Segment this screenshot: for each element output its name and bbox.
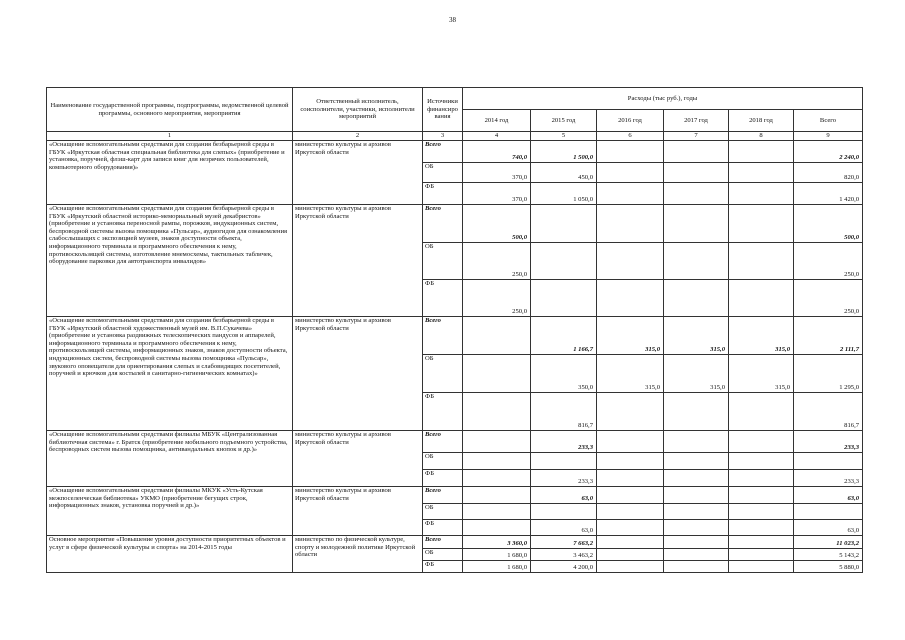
amount-cell — [794, 453, 863, 470]
amount-cell — [463, 470, 531, 487]
amount-cell: 233,3 — [531, 470, 597, 487]
measure-name: «Оснащение вспомогательными средствами для создания безбарьерной среды в ГБУК «Иркутский областной историко-мемориальный музей декабристов» (приобретение и установка переносной рампы, порожков, индукционных систем, беспроводной системы вызова помощника «Пульсар», аудиогидов для ознакомления слабослышащих с экспозицией музеев, знаков доступности объекта, информационного терминала и программного обеспечения к нему, противоскользящей системы, изготовление мнемосхемы, тактильных табличек, оборудование парковки для автотранспорта инвалидов» — [47, 205, 293, 317]
table-row — [47, 141, 863, 163]
amount-cell — [729, 183, 794, 205]
amount-cell — [597, 243, 664, 280]
funding-source: Всего — [423, 205, 463, 243]
executor-name: министерство по физической культуре, спорту и молодежной политике Иркутской области — [293, 536, 423, 573]
amount-cell: 5 143,2 — [794, 549, 863, 561]
amount-cell: 500,0 — [794, 205, 863, 243]
measure-name: Основное мероприятие «Повышение уровня доступности приоритетных объектов и услуг в сфере физической культуры и спорта» на 2014-2015 годы — [47, 536, 293, 573]
header-name: Наименование государственной программы, подпрограммы, ведомственной целевой программы, основного мероприятия, мероприятия — [47, 88, 293, 132]
executor-name: министерство культуры и архивов Иркутской области — [293, 487, 423, 536]
amount-cell: 11 023,2 — [794, 536, 863, 549]
amount-cell — [664, 549, 729, 561]
amount-cell — [463, 393, 531, 431]
header-expenses: Расходы (тыс руб.), годы — [463, 88, 863, 110]
funding-source: Всего — [423, 317, 463, 355]
amount-cell — [597, 470, 664, 487]
amount-cell: 3 360,0 — [463, 536, 531, 549]
amount-cell: 370,0 — [463, 183, 531, 205]
funding-source: Всего — [423, 536, 463, 549]
year-2017: 2017 год — [664, 110, 729, 132]
amount-cell — [463, 504, 531, 520]
amount-cell — [729, 280, 794, 317]
amount-cell — [597, 549, 664, 561]
table-row — [47, 431, 863, 453]
amount-cell — [597, 504, 664, 520]
amount-cell — [664, 243, 729, 280]
year-2018: 2018 год — [729, 110, 794, 132]
amount-cell — [664, 453, 729, 470]
amount-cell — [729, 205, 794, 243]
funding-source: ФБ — [423, 520, 463, 536]
amount-cell: 7 663,2 — [531, 536, 597, 549]
amount-cell — [729, 243, 794, 280]
funding-source: Всего — [423, 431, 463, 453]
amount-cell — [531, 205, 597, 243]
amount-cell — [597, 487, 664, 504]
amount-cell: 370,0 — [463, 163, 531, 183]
header-executor: Ответственный исполнитель, соисполнители, участники, исполнители мероприятий — [293, 88, 423, 132]
amount-cell: 450,0 — [531, 163, 597, 183]
amount-cell: 63,0 — [794, 487, 863, 504]
amount-cell: 315,0 — [729, 355, 794, 393]
funding-source: ОБ — [423, 355, 463, 393]
amount-cell: 1 295,0 — [794, 355, 863, 393]
amount-cell — [597, 205, 664, 243]
amount-cell: 1 680,0 — [463, 549, 531, 561]
amount-cell — [664, 163, 729, 183]
table-row — [47, 317, 863, 355]
amount-cell: 2 111,7 — [794, 317, 863, 355]
amount-cell — [664, 141, 729, 163]
amount-cell: 250,0 — [794, 280, 863, 317]
funding-source: ФБ — [423, 280, 463, 317]
col-index: 6 — [597, 132, 664, 141]
amount-cell — [531, 453, 597, 470]
col-index: 3 — [423, 132, 463, 141]
amount-cell — [664, 561, 729, 573]
amount-cell: 1 680,0 — [463, 561, 531, 573]
amount-cell: 250,0 — [794, 243, 863, 280]
funding-source: ОБ — [423, 163, 463, 183]
amount-cell: 816,7 — [531, 393, 597, 431]
amount-cell: 5 880,0 — [794, 561, 863, 573]
amount-cell — [597, 520, 664, 536]
amount-cell — [463, 317, 531, 355]
year-2015: 2015 год — [531, 110, 597, 132]
amount-cell — [729, 504, 794, 520]
amount-cell — [729, 470, 794, 487]
amount-cell — [729, 431, 794, 453]
amount-cell — [531, 504, 597, 520]
amount-cell — [729, 549, 794, 561]
amount-cell — [664, 487, 729, 504]
expenses-table — [46, 87, 863, 573]
funding-source: ФБ — [423, 470, 463, 487]
amount-cell — [531, 280, 597, 317]
amount-cell: 233,3 — [794, 431, 863, 453]
col-index: 8 — [729, 132, 794, 141]
executor-name: министерство культуры и архивов Иркутской области — [293, 431, 423, 487]
amount-cell — [597, 431, 664, 453]
amount-cell — [729, 453, 794, 470]
executor-name: министерство культуры и архивов Иркутской области — [293, 141, 423, 205]
amount-cell: 1 420,0 — [794, 183, 863, 205]
year-2016: 2016 год — [597, 110, 664, 132]
amount-cell: 250,0 — [463, 243, 531, 280]
amount-cell — [729, 393, 794, 431]
amount-cell: 740,0 — [463, 141, 531, 163]
col-index: 7 — [664, 132, 729, 141]
funding-source: ОБ — [423, 549, 463, 561]
amount-cell: 1 500,0 — [531, 141, 597, 163]
amount-cell — [729, 487, 794, 504]
amount-cell: 2 240,0 — [794, 141, 863, 163]
funding-source: ФБ — [423, 183, 463, 205]
year-total: Всего — [794, 110, 863, 132]
amount-cell: 816,7 — [794, 393, 863, 431]
amount-cell: 4 200,0 — [531, 561, 597, 573]
table-row — [47, 536, 863, 549]
amount-cell — [463, 355, 531, 393]
amount-cell: 1 050,0 — [531, 183, 597, 205]
amount-cell: 63,0 — [531, 487, 597, 504]
amount-cell: 315,0 — [597, 317, 664, 355]
amount-cell: 315,0 — [664, 355, 729, 393]
executor-name: министерство культуры и архивов Иркутской области — [293, 205, 423, 317]
amount-cell — [597, 183, 664, 205]
amount-cell: 233,3 — [531, 431, 597, 453]
funding-source: ФБ — [423, 393, 463, 431]
amount-cell — [729, 561, 794, 573]
header-source: Источники финансиро вания — [423, 88, 463, 132]
amount-cell — [664, 205, 729, 243]
amount-cell: 63,0 — [531, 520, 597, 536]
amount-cell — [664, 504, 729, 520]
amount-cell: 63,0 — [794, 520, 863, 536]
col-index: 4 — [463, 132, 531, 141]
amount-cell: 250,0 — [463, 280, 531, 317]
col-index: 5 — [531, 132, 597, 141]
amount-cell: 315,0 — [597, 355, 664, 393]
amount-cell — [463, 453, 531, 470]
amount-cell — [729, 536, 794, 549]
amount-cell — [729, 520, 794, 536]
amount-cell — [597, 453, 664, 470]
amount-cell — [463, 487, 531, 504]
amount-cell: 315,0 — [729, 317, 794, 355]
funding-source: ОБ — [423, 504, 463, 520]
page-number: 38 — [449, 16, 456, 24]
year-2014: 2014 год — [463, 110, 531, 132]
amount-cell — [664, 431, 729, 453]
measure-name: «Оснащение вспомогательными средствами филиалы МБУК «Централизованная библиотечная система» г. Братск (приобретение мобильного подъемного устройства, беспроводных систем вызова помощника, антивандальных кнопок и др.)» — [47, 431, 293, 487]
amount-cell — [463, 520, 531, 536]
amount-cell — [597, 393, 664, 431]
measure-name: «Оснащение вспомогательными средствами для создания безбарьерной среды в ГБУК «Иркутский областной художественный музей им. В.П.Сукачева» (приобретение и установка раздвижных телескопических пандусов и аппарелей, информационного терминала и программного обеспечения к нему, противоскользящей системы, информационных знаков, знаков доступности объекта, индукционных систем, беспроводной системы вызова помощника «Пульсар», звукового оповещателя для ориентирования слепых и слабовидящих посетителей, поручней и крючков для костылей в санитарно-гигиенических комнатах)» — [47, 317, 293, 431]
amount-cell — [664, 536, 729, 549]
amount-cell — [664, 393, 729, 431]
col-index: 1 — [47, 132, 293, 141]
amount-cell — [729, 141, 794, 163]
funding-source: ОБ — [423, 453, 463, 470]
amount-cell — [729, 163, 794, 183]
amount-cell — [794, 504, 863, 520]
amount-cell: 3 463,2 — [531, 549, 597, 561]
col-index: 2 — [293, 132, 423, 141]
amount-cell: 233,3 — [794, 470, 863, 487]
measure-name: «Оснащение вспомогательными средствами филиалы МКУК «Усть-Кутская межпоселенческая библиотека» УКМО (приобретение бегущих строк, информационных знаков, установка поручней и др.)» — [47, 487, 293, 536]
table-row — [47, 487, 863, 504]
funding-source: ОБ — [423, 243, 463, 280]
amount-cell — [597, 163, 664, 183]
amount-cell — [664, 183, 729, 205]
amount-cell: 820,0 — [794, 163, 863, 183]
measure-name: «Оснащение вспомогательными средствами для создания безбарьерной среды в ГБУК «Иркутская областная специальная библиотека для слепых» (приобретение и установка, поручней, флэш-карт для записи книг для незрячих пользователей, компьютерного оборудования)» — [47, 141, 293, 205]
funding-source: Всего — [423, 141, 463, 163]
column-index-row — [47, 132, 863, 141]
table-row — [47, 205, 863, 243]
amount-cell — [664, 280, 729, 317]
funding-source: ФБ — [423, 561, 463, 573]
amount-cell — [531, 243, 597, 280]
amount-cell — [597, 280, 664, 317]
funding-source: Всего — [423, 487, 463, 504]
amount-cell — [664, 520, 729, 536]
amount-cell — [597, 561, 664, 573]
amount-cell: 315,0 — [664, 317, 729, 355]
amount-cell — [597, 536, 664, 549]
executor-name: министерство культуры и архивов Иркутской области — [293, 317, 423, 431]
amount-cell: 1 166,7 — [531, 317, 597, 355]
amount-cell — [463, 431, 531, 453]
amount-cell — [664, 470, 729, 487]
col-index: 9 — [794, 132, 863, 141]
amount-cell: 500,0 — [463, 205, 531, 243]
amount-cell: 350,0 — [531, 355, 597, 393]
amount-cell — [597, 141, 664, 163]
